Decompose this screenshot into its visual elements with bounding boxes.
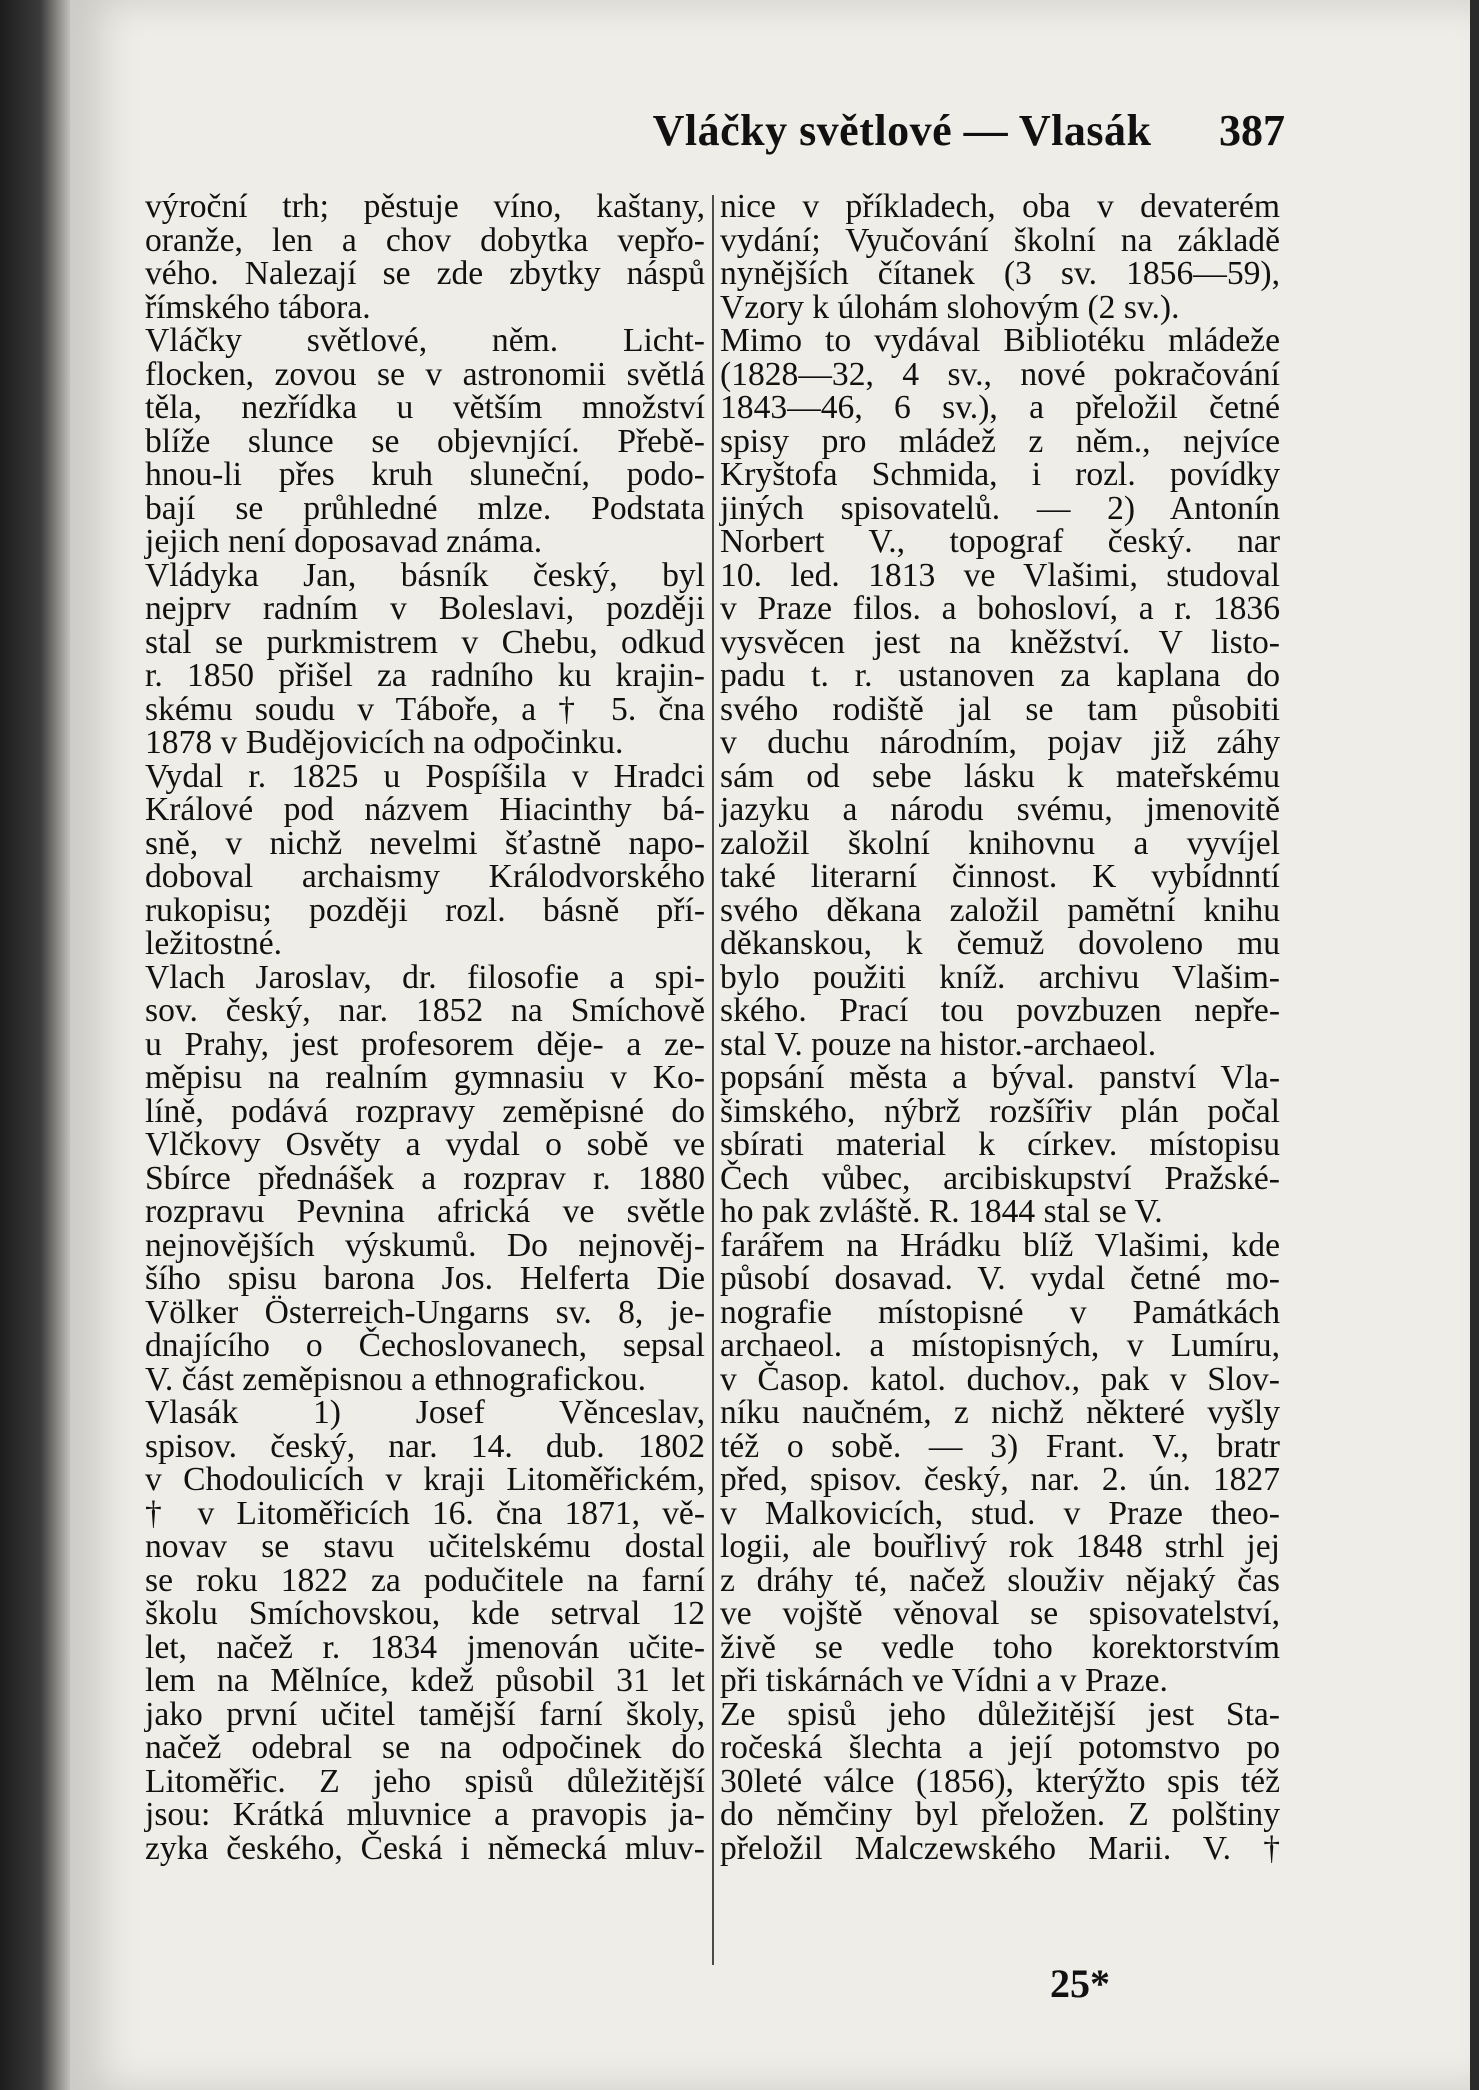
- text-line: založil školní knihovnu a vyvíjel: [720, 824, 1280, 862]
- text-line: Völker Österreich-Ungarns sv. 8, je-: [145, 1293, 705, 1331]
- text-line: Vlach Jaroslav, dr. filosofie a spi-: [145, 958, 705, 996]
- text-line: z dráhy té, načež slouživ nějaký čas: [720, 1561, 1280, 1599]
- text-line: Vláčky světlové, něm. Licht-: [145, 322, 705, 359]
- text-line: lem na Mělníce, kdež působil 31 let: [145, 1662, 705, 1699]
- text-line: výroční trh; pěstuje víno, kaštany,: [145, 188, 705, 225]
- text-line: † v Litoměřicích 16. čna 1871, vě-: [145, 1494, 705, 1532]
- text-line: dnajícího o Čechoslovanech, sepsal: [145, 1327, 705, 1364]
- right-column: [720, 190, 1280, 1865]
- text-line: 10. led. 1813 ve Vlašimi, studoval: [720, 556, 1280, 594]
- text-line: nografie místopisné v Památkách: [720, 1293, 1280, 1331]
- text-line: oranže, len a chov dobytka vepřo-: [145, 221, 705, 259]
- text-line: níku naučném, z nichž některé vyšly: [720, 1394, 1280, 1431]
- text-line: ročeská šlechta a její potomstvo po: [720, 1729, 1280, 1766]
- text-line: (1828—32, 4 sv., nové pokračování: [720, 355, 1280, 393]
- text-line: sbírati material k církev. místopisu: [720, 1126, 1280, 1163]
- text-line: načež odebral se na odpočinek do: [145, 1729, 705, 1766]
- text-line: nejprv radním v Boleslavi, později: [145, 590, 705, 627]
- text-line: jazyku a národu svému, jmenovitě: [720, 791, 1280, 828]
- text-line: 30leté válce (1856), kterýžto spis též: [720, 1762, 1280, 1800]
- text-line: šího spisu barona Jos. Helferta Die: [145, 1260, 705, 1297]
- text-line: nejnovějších výskumů. Do nejnověj-: [145, 1226, 705, 1264]
- text-line: jsou: Krátká mluvnice a pravopis ja-: [145, 1796, 705, 1833]
- text-line: jako první učitel tamější farní školy,: [145, 1695, 705, 1733]
- text-line: Norbert V., topograf český. nar: [720, 523, 1280, 560]
- text-line: Vládyka Jan, básník český, byl: [145, 556, 705, 594]
- text-line: let, načež r. 1834 jmenován učite-: [145, 1628, 705, 1666]
- text-line: spisov. český, nar. 14. dub. 1802: [145, 1427, 705, 1465]
- text-line: Sbírce přednášek a rozprav r. 1880: [145, 1159, 705, 1197]
- text-line: nice v příkladech, oba v devaterém: [720, 188, 1280, 225]
- text-line: Litoměřic. Z jeho spisů důležitější: [145, 1762, 705, 1800]
- text-line: svého rodiště jal se tam působiti: [720, 690, 1280, 728]
- text-line: Vzory k úlohám slohovým (2 sv.).: [720, 288, 1180, 326]
- text-line: při tiskárnách ve Vídni a v Praze.: [720, 1662, 1168, 1699]
- text-line: jiných spisovatelů. — 2) Antonín: [720, 489, 1280, 527]
- text-line: těla, nezřídka u větším množství: [145, 389, 705, 426]
- text-line: ho pak zvláště. R. 1844 stal se V.: [720, 1193, 1163, 1230]
- text-line: 1878 v Budějovicích na odpočinku.: [145, 724, 624, 761]
- text-line: přeložil Malczewského Marii. V. †: [720, 1829, 1280, 1867]
- header-title: Vláčky světlové — Vlasák: [652, 105, 1152, 155]
- text-line: padu t. r. ustanoven za kaplana do: [720, 657, 1280, 694]
- text-line: sně, v nichž nevelmi šťastně napo-: [145, 824, 705, 862]
- running-header: [505, 100, 1285, 160]
- text-line: Vydal r. 1825 u Pospíšila v Hradci: [145, 757, 705, 795]
- text-line: logii, ale bouřlivý rok 1848 strhl jej: [720, 1528, 1280, 1565]
- text-line: Čech vůbec, arcibiskupství Pražské-: [720, 1159, 1280, 1197]
- text-line: v Malkovicích, stud. v Praze theo-: [720, 1494, 1280, 1532]
- text-line: v duchu národním, pojav již záhy: [720, 724, 1280, 761]
- text-line: stal V. pouze na histor.-archaeol.: [720, 1025, 1157, 1063]
- text-line: v Časop. katol. duchov., pak v Slov-: [720, 1360, 1280, 1398]
- text-line: svého děkana založil pamětní knihu: [720, 891, 1280, 929]
- text-line: vého. Nalezají se zde zbytky náspů: [145, 255, 705, 292]
- text-line: V. část zeměpisnou a ethnografickou.: [145, 1360, 647, 1398]
- text-line: šimského, nýbrž rozšířiv plán počal: [720, 1092, 1280, 1130]
- text-line: ve vojště věnoval se spisovatelství,: [720, 1595, 1280, 1632]
- text-line: působí dosavad. V. vydal četné mo-: [720, 1260, 1280, 1297]
- text-line: do němčiny byl přeložen. Z polštiny: [720, 1796, 1280, 1833]
- text-line: vysvěcen jest na kněžství. V listo-: [720, 623, 1280, 661]
- text-line: v Chodoulicích v kraji Litoměřickém,: [145, 1461, 705, 1498]
- text-line: stal se purkmistrem v Chebu, odkud: [145, 623, 705, 661]
- text-line: skému soudu v Táboře, a † 5. čna: [145, 690, 705, 728]
- text-line: farářem na Hrádku blíž Vlašimi, kde: [720, 1226, 1280, 1264]
- text-line: blíže slunce se objevnjící. Přebě-: [145, 422, 705, 460]
- text-line: měpisu na realním gymnasiu v Ko-: [145, 1059, 705, 1096]
- text-line: archaeol. a místopisných, v Lumíru,: [720, 1327, 1280, 1364]
- text-line: se roku 1822 za podučitele na farní: [145, 1561, 705, 1599]
- text-line: Vlasák 1) Josef Věnceslav,: [145, 1394, 705, 1431]
- text-line: rozpravu Pevnina africká ve světle: [145, 1193, 705, 1230]
- text-line: 1843—46, 6 sv.), a přeložil četné: [720, 389, 1280, 426]
- text-line: vydání; Vyučování školní na základě: [720, 221, 1280, 259]
- text-line: Králové pod názvem Hiacinthy bá-: [145, 791, 705, 828]
- text-line: flocken, zovou se v astronomii světlá: [145, 355, 705, 393]
- text-line: rukopisu; později rozl. básně pří-: [145, 891, 705, 929]
- text-line: živě se vedle toho korektorstvím: [720, 1628, 1280, 1666]
- text-line: Ze spisů jeho důležitější jest Sta-: [720, 1695, 1280, 1733]
- text-line: ského. Prací tou povzbuzen nepře-: [720, 992, 1280, 1029]
- text-line: Kryštofa Schmida, i rozl. povídky: [720, 456, 1280, 493]
- text-line: jejich není doposavad známa.: [145, 523, 543, 560]
- text-line: též o sobě. — 3) Frant. V., bratr: [720, 1427, 1280, 1465]
- text-line: doboval archaismy Králodvorského: [145, 858, 705, 895]
- text-line: také literarní činnost. K vybídnntí: [720, 858, 1280, 895]
- text-line: Mimo to vydával Bibliotéku mládeže: [720, 322, 1280, 359]
- text-line: bylo použiti kníž. archivu Vlašim-: [720, 958, 1280, 996]
- left-column: [145, 190, 705, 1865]
- column-divider: [712, 195, 714, 1965]
- text-line: ležitostné.: [145, 925, 283, 962]
- text-line: novav se stavu učitelskému dostal: [145, 1528, 705, 1565]
- text-line: děkanskou, k čemuž dovoleno mu: [720, 925, 1280, 962]
- text-line: římského tábora.: [145, 288, 371, 326]
- page-number: 387: [1218, 105, 1285, 155]
- text-line: v Praze filos. a bohosloví, a r. 1836: [720, 590, 1280, 627]
- text-line: školu Smíchovskou, kde setrval 12: [145, 1595, 705, 1632]
- text-line: u Prahy, jest profesorem děje- a ze-: [145, 1025, 705, 1063]
- text-line: sov. český, nar. 1852 na Smíchově: [145, 992, 705, 1029]
- signature-mark: 25*: [1050, 1961, 1110, 2006]
- text-line: hnou-li přes kruh sluneční, podo-: [145, 456, 705, 493]
- text-line: zyka českého, Česká i německá mluv-: [145, 1829, 705, 1867]
- text-line: Vlčkovy Osvěty a vydal o sobě ve: [145, 1126, 705, 1163]
- text-line: r. 1850 přišel za radního ku krajin-: [145, 657, 705, 694]
- text-line: před, spisov. český, nar. 2. ún. 1827: [720, 1461, 1280, 1498]
- text-line: líně, podává rozpravy zeměpisné do: [145, 1092, 705, 1130]
- text-line: bají se průhledné mlze. Podstata: [145, 489, 705, 527]
- text-line: spisy pro mládež z něm., nejvíce: [720, 422, 1280, 460]
- text-line: sám od sebe lásku k mateřskému: [720, 757, 1280, 795]
- text-line: nynějších čítanek (3 sv. 1856—59),: [720, 255, 1280, 292]
- text-line: popsání města a býval. panství Vla-: [720, 1059, 1280, 1096]
